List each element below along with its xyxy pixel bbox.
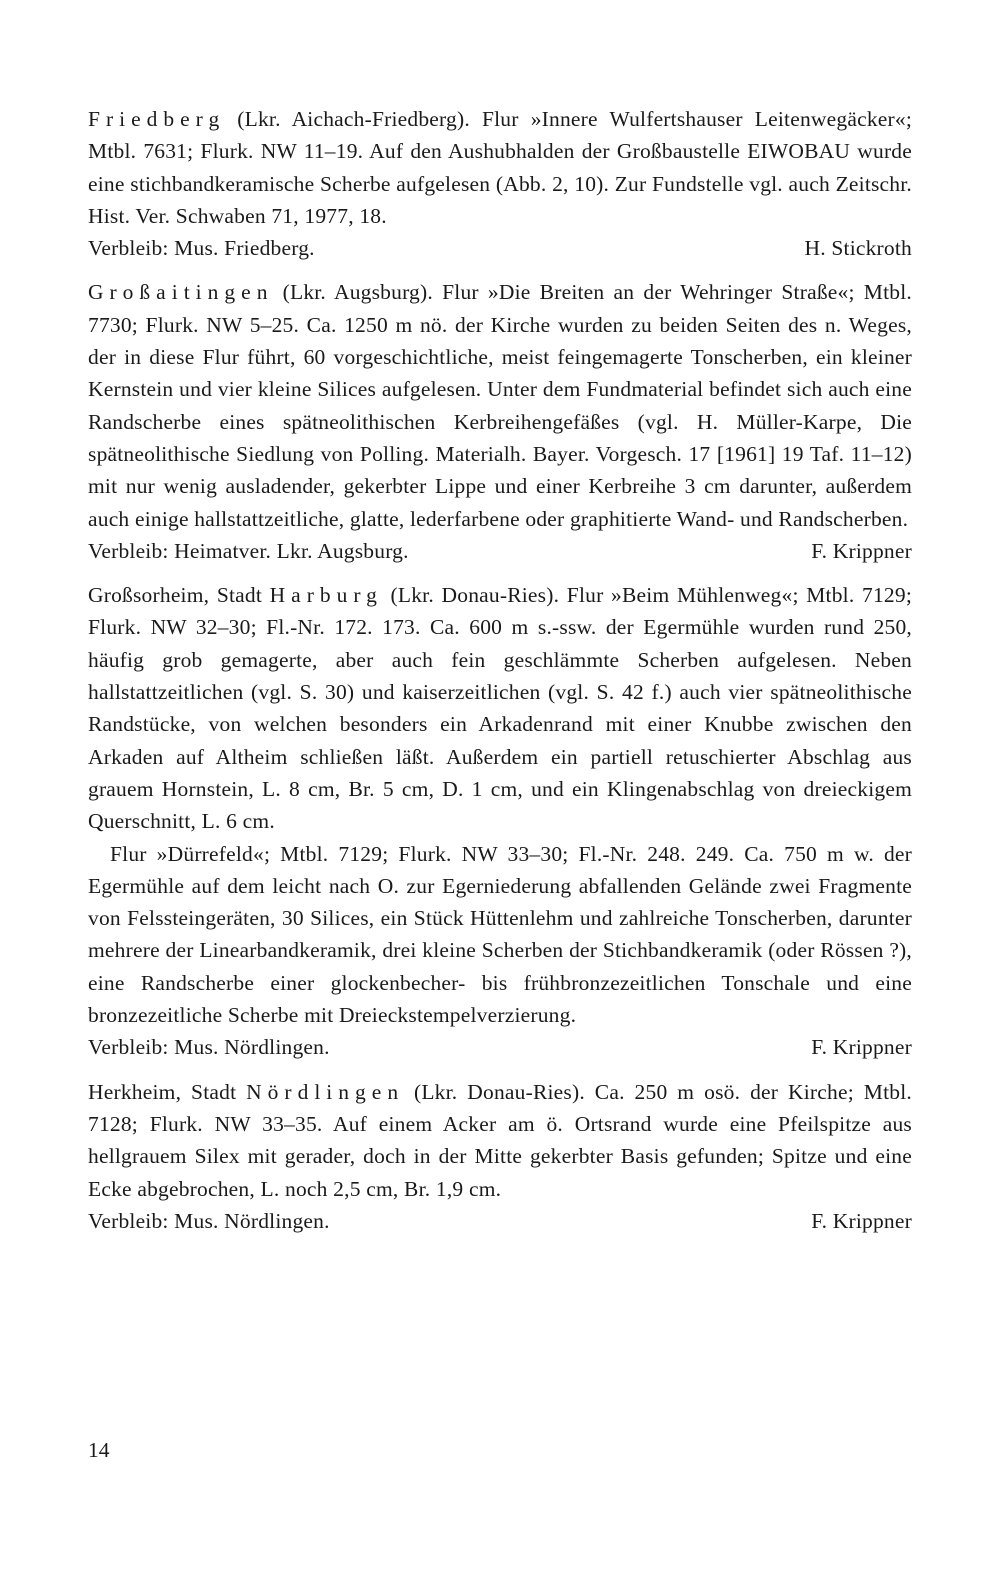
verbleib-line — [88, 232, 912, 264]
verbleib-line — [88, 1031, 912, 1063]
place-name: Harburg — [269, 583, 383, 608]
entry-paragraph — [88, 579, 912, 837]
entry-text-prefix: Herkheim, Stadt — [88, 1079, 247, 1104]
author-name: F. Krippner — [811, 1035, 912, 1060]
verbleib-location: Verbleib: Heimatver. Lkr. Augsburg. — [88, 538, 409, 563]
entry-noerdlingen — [88, 1076, 912, 1237]
entry-harburg — [88, 579, 912, 1063]
entry-text: Flur »Dürrefeld«; Mtbl. 7129; Flurk. NW 33–30; Fl.-Nr. 248. 249. Ca. 750 m w. der Egermühle auf dem leicht nach O. zur Egerniederung abfallenden Gelände zwei Fragmente von Felssteingeräten, 30 Silices, ein Stück Hüttenlehm und zahlreiche Tonscherben, darunter mehrere der Linearbandkeramik, drei kleine Scherben der Stichbandkeramik (oder Rössen ?), eine Randscherbe einer glockenbecher- bis frühbronzezeitlichen Tonschale und eine bronzezeitliche Scherbe mit Dreieckstempelverzierung. — [88, 841, 912, 1028]
verbleib-line — [88, 535, 912, 567]
entry-grossaitingen — [88, 276, 912, 567]
entry-paragraph-continued — [88, 838, 912, 1032]
place-name: Friedberg — [88, 107, 226, 131]
verbleib-location: Verbleib: Mus. Nördlingen. — [88, 1208, 330, 1233]
author-name: H. Stickroth — [804, 236, 912, 261]
entry-text: (Lkr. Augsburg). Flur »Die Breiten an der Wehringer Straße«; Mtbl. 7730; Flurk. NW 5–25. Ca. 1250 m nö. der Kirche wurden zu beiden Seiten des n. Weges, der in diese Flur führt, 60 vorgeschichtliche, meist feingemagerte Tonscherben, ein kleiner Kernstein und vier kleine Silices aufgelesen. Unter dem Fundmaterial befindet sich auch eine Randscherbe eines spätneolithischen Kerbreihengefäßes (vgl. H. Müller-Karpe, Die spätneolithische Siedlung von Polling. Materialh. Bayer. Vorgesch. 17 [1961] 19 Taf. 11–12) mit nur wenig ausladender, gekerbter Lippe und einer Kerbreihe 3 cm darunter, außerdem auch einige hallstattzeitliche, glatte, lederfarbene oder graphitierte Wand- und Randscherben. — [88, 280, 912, 531]
verbleib-location: Verbleib: Mus. Nördlingen. — [88, 1035, 330, 1060]
entry-text: (Lkr. Aichach-Friedberg). Flur »Innere Wulfertshauser Leitenwegäcker«; Mtbl. 7631; Flurk. NW 11–19. Auf den Aushubhalden der Großbaustelle EIWOBAU wurde eine stichbandkeramische Scherbe aufgelesen (Abb. 2, 10). Zur Fundstelle vgl. auch Zeitschr. Hist. Ver. Schwaben 71, 1977, 18. — [88, 107, 912, 228]
author-name: F. Krippner — [811, 1208, 912, 1233]
entry-paragraph — [88, 103, 912, 232]
verbleib-line — [88, 1205, 912, 1237]
entry-text: (Lkr. Donau-Ries). Ca. 250 m osö. der Kirche; Mtbl. 7128; Flurk. NW 33–35. Auf einem Acker am ö. Ortsrand wurde eine Pfeilspitze aus hellgrauem Silex mit gerader, doch in der Mitte gekerbter Basis gefunden; Spitze und eine Ecke abgebrochen, L. noch 2,5 cm, Br. 1,9 cm. — [88, 1079, 912, 1201]
verbleib-location: Verbleib: Mus. Friedberg. — [88, 236, 315, 261]
entry-friedberg — [88, 103, 912, 264]
entry-paragraph — [88, 1076, 912, 1205]
entry-text-prefix: Großsorheim, Stadt — [88, 583, 270, 608]
page-content — [88, 103, 912, 1249]
entry-text: (Lkr. Donau-Ries). Flur »Beim Mühlenweg«; Mtbl. 7129; Flurk. NW 32–30; Fl.-Nr. 172. 173. Ca. 600 m s.-ssw. der Egermühle wurden rund 250, häufig grob gemagerte, aber auch fein geschlämmte Scherben aufgelesen. Neben hallstattzeitlichen (vgl. S. 30) und kaiserzeitlichen (vgl. S. 42 f.) auch vier spätneolithische Randstücke, von welchen besonders ein Arkadenrand mit einer Knubbe zwischen den Arkaden auf Altheim schließen läßt. Außerdem ein partiell retuschierter Abschlag aus grauem Hornstein, L. 8 cm, Br. 5 cm, D. 1 cm, und ein Klingenabschlag von dreieckigem Querschnitt, L. 6 cm. — [88, 583, 913, 834]
page-number: 14 — [88, 1438, 110, 1462]
entry-paragraph — [88, 276, 912, 534]
place-name: Nördlingen — [246, 1079, 405, 1104]
author-name: F. Krippner — [811, 538, 912, 563]
place-name: Großaitingen — [88, 280, 274, 305]
